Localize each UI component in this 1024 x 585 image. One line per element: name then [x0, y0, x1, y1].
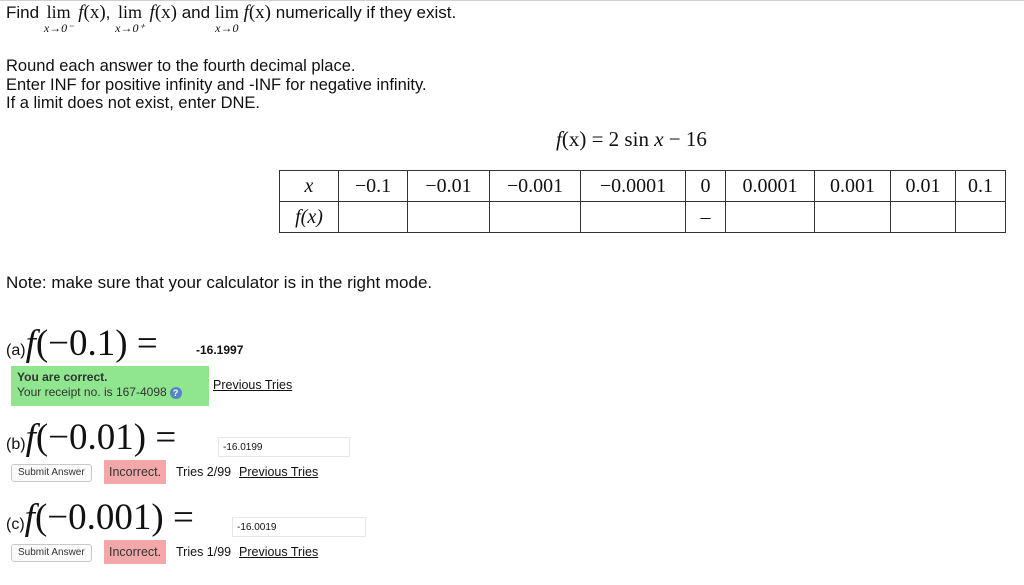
fx-value-cell [339, 202, 408, 233]
right-limit [115, 2, 145, 34]
x-header-cell: x [280, 171, 339, 202]
fx-expression: f(x) [149, 2, 177, 23]
problem-statement: Find lim x→0⁻ f(x), lim x→0⁺ f(x) and lim x→0 f(x) numerically if they exist. [6, 2, 457, 35]
x-value-cell: −0.0001 [581, 171, 686, 202]
instructions [6, 57, 427, 113]
part-b-submit-button[interactable]: Submit Answer [11, 464, 92, 482]
x-value-cell: 0.0001 [726, 171, 815, 202]
and-word: and [181, 3, 211, 22]
part-c-tries: Tries 1/99 [176, 545, 232, 559]
instruction-dne: If a limit does not exist, enter DNE. [6, 94, 261, 112]
fx-value-cell [581, 202, 686, 233]
fx-value-cell [956, 202, 1006, 233]
two-sided-limit [215, 2, 239, 34]
fx-value-cell [408, 202, 490, 233]
part-b-incorrect-badge: Incorrect. [104, 460, 166, 484]
table-row-x [280, 171, 1006, 202]
lim-word: lim [46, 2, 71, 22]
part-c-incorrect-badge: Incorrect. [104, 540, 166, 564]
x-value-cell: −0.01 [408, 171, 490, 202]
part-a-question: (a)f(−0.1) = [6, 323, 158, 364]
fx-expression: f(x) [243, 2, 271, 23]
x-value-cell: 0 [686, 171, 726, 202]
left-limit [44, 2, 74, 34]
help-icon[interactable]: ? [170, 387, 182, 399]
fx-header-cell: f(x) [280, 202, 339, 233]
fx-value-cell [726, 202, 815, 233]
x-value-cell: −0.1 [339, 171, 408, 202]
fx-value-cell [891, 202, 956, 233]
function-formula: f(x) = 2 sin x − 16 [556, 127, 707, 151]
lim-word: lim [117, 2, 142, 22]
calculator-note: Note: make sure that your calculator is in the right mode. [6, 273, 433, 292]
lim-subscript: x→0⁺ [115, 21, 145, 35]
values-table [279, 170, 1006, 233]
x-value-cell: −0.001 [490, 171, 581, 202]
part-c-submit-button[interactable]: Submit Answer [11, 544, 92, 562]
lim-word: lim [214, 2, 239, 22]
lim-subscript: x→0⁻ [43, 21, 74, 35]
part-a-previous-tries-link[interactable]: Previous Tries [213, 378, 293, 392]
part-c-previous-tries-link[interactable]: Previous Tries [239, 545, 319, 559]
lim-subscript: x→0 [215, 21, 239, 35]
x-value-cell: 0.1 [956, 171, 1006, 202]
part-c-answer-input[interactable] [232, 517, 366, 537]
part-b-answer-input[interactable] [218, 437, 350, 457]
find-word: Find [6, 3, 40, 22]
x-value-cell: 0.01 [891, 171, 956, 202]
part-b-previous-tries-link[interactable]: Previous Tries [239, 465, 319, 479]
fx-value-cell: – [686, 202, 726, 233]
fx-value-cell [815, 202, 891, 233]
fx-expression: f(x) [78, 2, 106, 23]
correct-feedback [11, 366, 209, 406]
part-c-question: (c)f(−0.001) = [6, 497, 194, 538]
correct-message: You are correct. [17, 370, 108, 384]
top-divider [0, 0, 1024, 1]
fx-value-cell [490, 202, 581, 233]
part-b-tries: Tries 2/99 [176, 465, 232, 479]
x-value-cell: 0.001 [815, 171, 891, 202]
receipt-line: Your receipt no. is 167-4098 ? [17, 385, 203, 400]
instruction-round: Round each answer to the fourth decimal place. [6, 57, 356, 75]
instruction-infinity: Enter INF for positive infinity and -INF for negative infinity. [6, 75, 427, 94]
part-a-answer: -16.1997 [196, 343, 244, 357]
header-tail: numerically if they exist. [275, 3, 457, 22]
table-row-fx [280, 202, 1006, 233]
part-b-question: (b)f(−0.01) = [6, 417, 177, 458]
